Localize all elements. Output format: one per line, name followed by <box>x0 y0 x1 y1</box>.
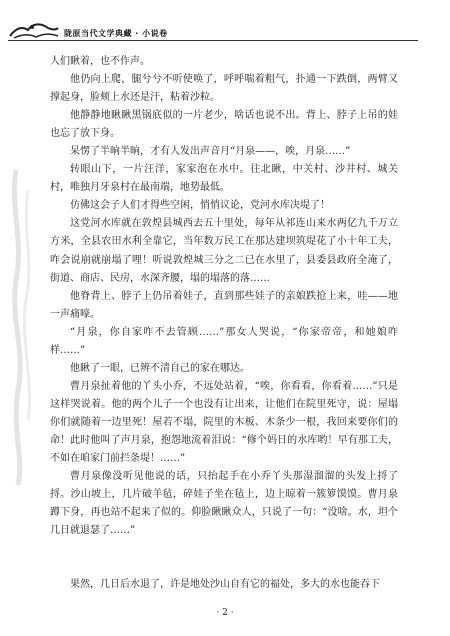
header-rule <box>8 40 418 41</box>
book-logo-icon <box>8 18 60 42</box>
series-title: 陇原当代文学典藏 · 小说卷 <box>64 29 168 38</box>
paragraph: 他瞅了一眼，已辨不清自己的家在哪达。 <box>70 362 250 374</box>
paragraph: 曹月泉扯着他的丫头小乔，不远处站着，“唉，你看看，你看着……”只是这样哭说着。他的两个儿子一个也没有让出来，让他们在院里死守，说：屋塌你们就随着一边里死！屋若不塌，院里的木板、木条少一根，我回来要你们的命！此时他叫了声月泉，抱怨地流着泪说：“修个妈日的水库哟！早有那工夫，不如在咱家门前拦条堤！……” <box>50 380 398 465</box>
paragraph: 人们瞅着，也不作声。 <box>50 56 150 67</box>
body-text <box>50 53 398 594</box>
page-number: · 2 · <box>216 608 234 618</box>
paragraph: 果然，几日后水退了，许是地处沙山自有它的福处，多大的水也能吞下 <box>70 579 380 591</box>
paragraph: 转眼山下，一片汪洋，家家泡在水中。往北瞅，中关村、沙井村、城关村，唯独月牙泉村在最南端，地势最低。 <box>50 164 398 194</box>
paragraph: 他脊背上、脖子上仍吊着娃子，直到那些娃子的亲娘跌抢上来，哇——地一声痛嚎。 <box>50 290 398 320</box>
paragraph: “月泉，你自家咋不去管顾……”那女人哭说，“你家帝帝，和她娘咋样……” <box>50 326 398 356</box>
decorative-motif-icon <box>8 150 38 490</box>
paragraph: 呆愣了半晌半晌，才有人发出声音月“月泉——，唉，月泉……” <box>70 146 351 158</box>
paragraph: 仿佛这会子人们才得些空闲，悄悄议论，党河水库决堤了！ <box>70 200 330 212</box>
paragraph: 他仍向上爬，腿兮兮不听使唤了，呼呼喘着粗气，扑通一下跌倒，两臂又撑起身，脸颊上水还是汗，粘着沙粒。 <box>50 74 398 104</box>
paragraph: 这党河水库就在敦煌县城西去五十里处，每年从祁连山来水两亿九千万立方米，全县农田水利全靠它，当年数万民工在那达建坝筑堤花了小十年工夫，咋会说崩就崩塌了哩！听说敦煌城三分之二已在水里了，县委县政府全淹了，街道、商店、民房，水深齐腰，塌的塌落的落…… <box>50 218 398 284</box>
paragraph: 他静静地瞅瞅黑锅底似的一片老少，啥话也说不出。背上、脖子上吊的娃也忘了放下身。 <box>50 110 398 140</box>
paragraph: 曹月泉像没听见他说的话，只抬起手在小乔丫头那湿溜溜的头发上捋了捋。沙山坡上，几片破羊毡，碎娃子坐在毡上，边上晾着一簇箩馍馍。曹月泉蹲下身，再也站不起来了似的。仰脸瞅瞅众人，只说了一句：“没啥。水，坦个几日就退瑟了……” <box>50 471 398 537</box>
page-header <box>0 0 450 44</box>
